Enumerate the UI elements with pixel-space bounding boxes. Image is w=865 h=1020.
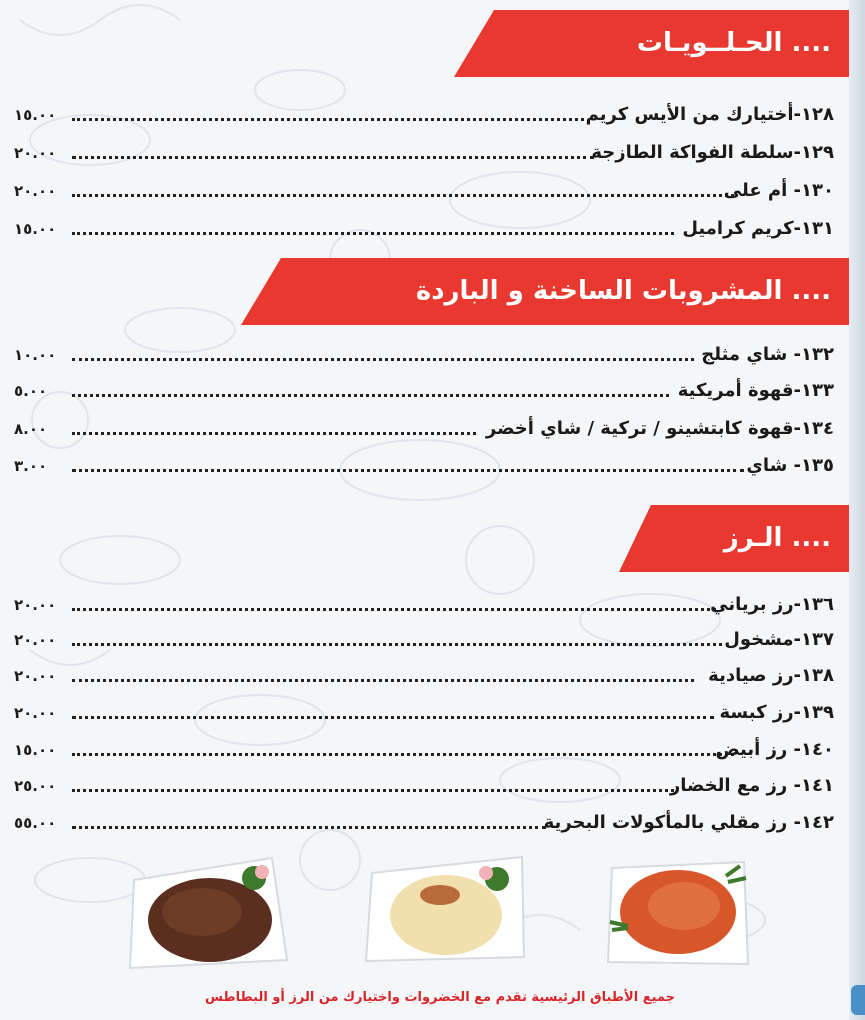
item-name: ١٣٢- شاي مثلج (701, 344, 834, 365)
item-price: ٢٥.٠٠ (14, 777, 57, 795)
menu-item-row (14, 174, 834, 208)
menu-item-row (14, 412, 834, 446)
item-price: ٢٠.٠٠ (14, 667, 57, 685)
menu-item-row (14, 136, 834, 170)
item-price: ١٥.٠٠ (14, 220, 57, 238)
item-name: ١٣٣-قهوة أمريكية (677, 380, 834, 401)
item-price: ٨.٠٠ (14, 420, 48, 438)
item-name: ١٢٨-أختيارك من الأيس كريم (585, 104, 834, 125)
item-name: ١٣٩-رز كبسة (719, 702, 834, 723)
item-price: ٢٠.٠٠ (14, 704, 57, 722)
item-price: ٢٠.٠٠ (14, 631, 57, 649)
dot-leader (72, 194, 734, 197)
item-price: ٣.٠٠ (14, 457, 48, 475)
item-price: ٥٥.٠٠ (14, 814, 57, 832)
dot-leader (72, 394, 669, 397)
section-banner-rice (619, 505, 849, 572)
menu-item-row (14, 733, 834, 767)
menu-item-row (14, 449, 834, 483)
dot-leader (72, 789, 674, 792)
menu-item-row (14, 98, 834, 132)
menu-item-row (14, 806, 834, 840)
menu-item-row (14, 659, 834, 693)
item-name: ١٢٩-سلطة الفواكة الطازجة (591, 142, 834, 163)
item-price: ١٥.٠٠ (14, 741, 57, 759)
dot-leader (72, 469, 744, 472)
section-title: .... الحـلــويـات (636, 28, 831, 58)
item-price: ٢٠.٠٠ (14, 182, 57, 200)
dot-leader (72, 232, 674, 235)
menu-item-row (14, 769, 834, 803)
page-edge (849, 0, 865, 1020)
dot-leader (72, 118, 584, 121)
menu-item-row (14, 212, 834, 246)
menu-item-row (14, 588, 834, 622)
item-price: ٢٠.٠٠ (14, 144, 57, 162)
menu-item-row (14, 696, 834, 730)
item-price: ٢٠.٠٠ (14, 596, 57, 614)
section-title: .... الـرز (723, 523, 831, 553)
dot-leader (72, 156, 594, 159)
brown-rice-plate-image (122, 850, 292, 975)
item-name: ١٤١- رز مع الخضار (669, 775, 834, 796)
menu-item-row (14, 374, 834, 408)
dot-leader (72, 608, 716, 611)
item-price: ١٥.٠٠ (14, 106, 57, 124)
item-name: ١٤٢- رز مقلي بالمأكولات البحرية (543, 812, 834, 833)
footer-note: جميع الأطباق الرئيسية تقدم مع الخضروات واختيارك من الرز أو البطاطس (205, 990, 675, 1005)
item-price: ١٠.٠٠ (14, 346, 57, 364)
item-name: ١٤٠- رز أبيض (715, 739, 834, 760)
dot-leader (72, 432, 476, 435)
dot-leader (72, 753, 734, 756)
dot-leader (72, 358, 694, 361)
item-name: ١٣١-كريم كراميل (682, 218, 834, 239)
menu-item-row (14, 338, 834, 372)
item-name: ١٣٤-قهوة كابتشينو / تركية / شاي أخضر (485, 418, 834, 439)
section-title: .... المشروبات الساخنة و الباردة (415, 276, 831, 306)
dot-leader (72, 643, 722, 646)
item-name: ١٣٧-مشخول (724, 629, 834, 650)
item-name: ١٣٥- شاي (746, 455, 834, 476)
dot-leader (72, 679, 694, 682)
section-banner-drinks (241, 258, 849, 325)
orange-rice-plate-image (598, 852, 758, 972)
item-price: ٥.٠٠ (14, 382, 48, 400)
item-name: ١٣٦-رز برياني (710, 594, 834, 615)
section-banner-desserts (454, 10, 849, 77)
white-rice-plate-image (362, 845, 532, 970)
dot-leader (72, 826, 546, 829)
page-corner-tab (851, 985, 865, 1015)
dot-leader (72, 716, 714, 719)
menu-item-row (14, 623, 834, 657)
item-name: ١٣٨-رز صيادية (708, 665, 834, 686)
item-name: ١٣٠- أم على (723, 180, 834, 201)
